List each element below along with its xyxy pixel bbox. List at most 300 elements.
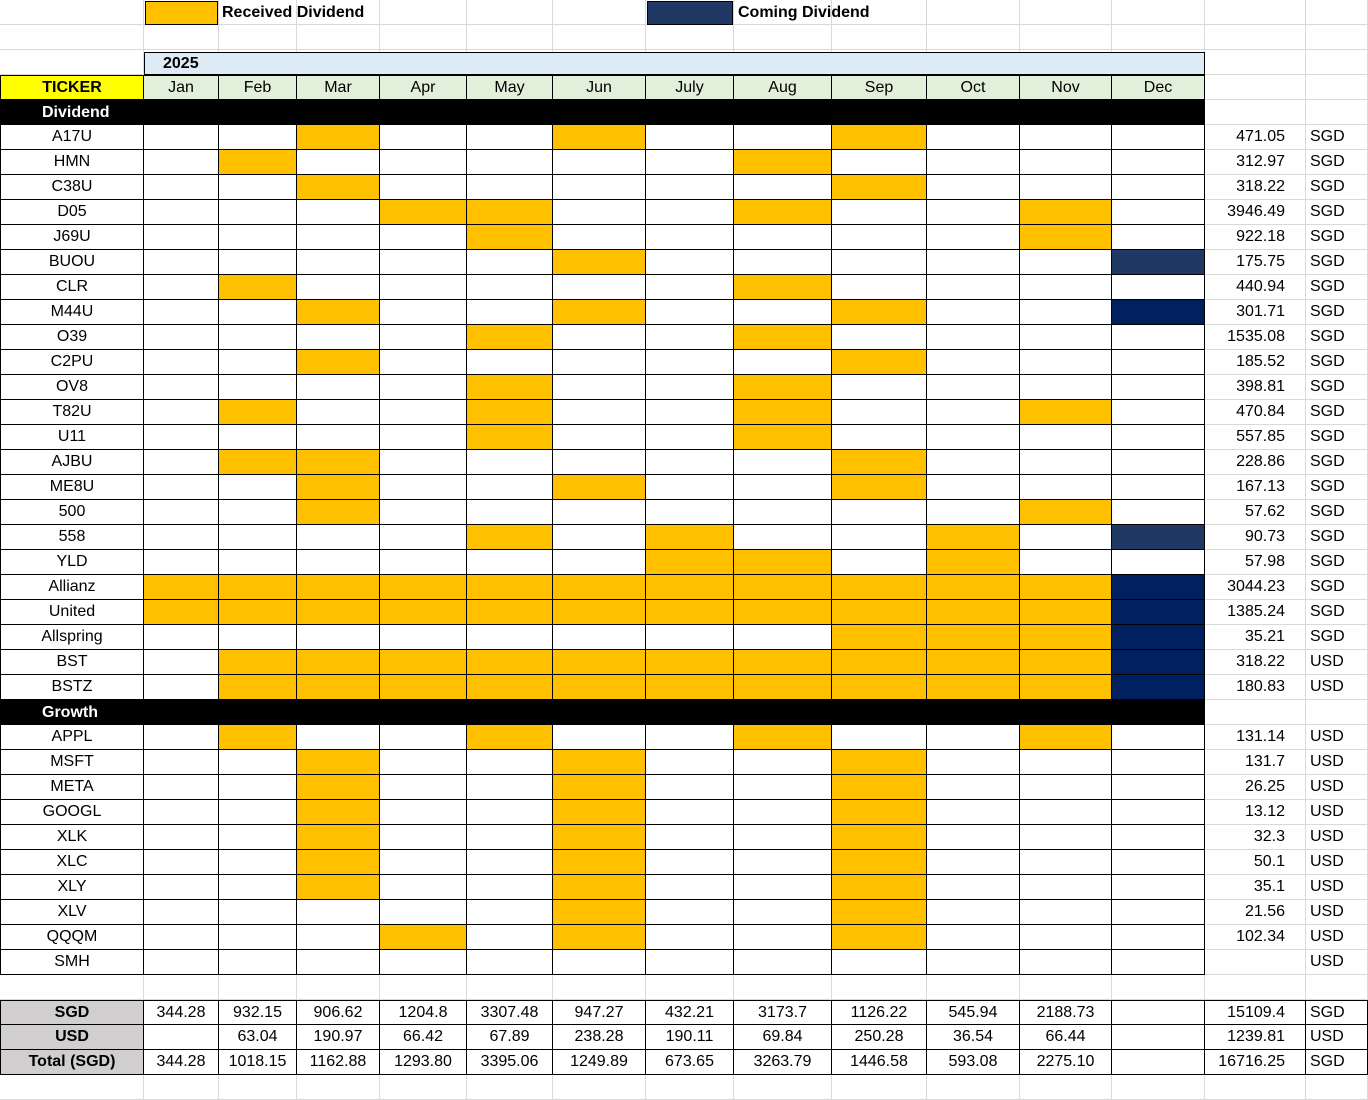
grid-cell[interactable]	[553, 975, 646, 1000]
month-cell-sep[interactable]	[832, 800, 927, 825]
totals-month-oct[interactable]: 545.94	[927, 1000, 1020, 1025]
month-cell-oct[interactable]	[927, 825, 1020, 850]
row-total[interactable]: 312.97	[1205, 150, 1306, 175]
month-cell-mar[interactable]	[297, 675, 380, 700]
month-cell-feb[interactable]	[219, 850, 297, 875]
month-cell-apr[interactable]	[380, 250, 467, 275]
month-cell-apr[interactable]	[380, 450, 467, 475]
month-cell-jan[interactable]	[144, 225, 219, 250]
month-cell-dec[interactable]	[1112, 950, 1205, 975]
grid-cell[interactable]	[927, 0, 1020, 25]
row-total[interactable]: 398.81	[1205, 375, 1306, 400]
row-currency[interactable]: SGD	[1306, 600, 1368, 625]
month-cell-oct[interactable]	[927, 200, 1020, 225]
month-cell-apr[interactable]	[380, 300, 467, 325]
totals-month-apr[interactable]: 1293.80	[380, 1050, 467, 1075]
totals-month-apr[interactable]: 1204.8	[380, 1000, 467, 1025]
month-cell-aug[interactable]	[734, 350, 832, 375]
month-cell-apr[interactable]	[380, 200, 467, 225]
month-cell-july[interactable]	[646, 600, 734, 625]
grand-total[interactable]: 1239.81	[1205, 1025, 1306, 1050]
month-cell-sep[interactable]	[832, 875, 927, 900]
row-currency[interactable]: USD	[1306, 825, 1368, 850]
month-cell-apr[interactable]	[380, 125, 467, 150]
month-cell-feb[interactable]	[219, 950, 297, 975]
month-cell-feb[interactable]	[219, 925, 297, 950]
grid-cell[interactable]	[219, 25, 297, 50]
month-cell-sep[interactable]	[832, 725, 927, 750]
month-cell-aug[interactable]	[734, 400, 832, 425]
grid-cell[interactable]	[144, 25, 219, 50]
grid-cell[interactable]	[734, 1075, 832, 1100]
grid-cell[interactable]	[832, 25, 927, 50]
ticker-cell[interactable]: SMH	[0, 950, 144, 975]
month-cell-jun[interactable]	[553, 275, 646, 300]
month-cell-apr[interactable]	[380, 600, 467, 625]
month-cell-nov[interactable]	[1020, 625, 1112, 650]
month-cell-oct[interactable]	[927, 125, 1020, 150]
month-cell-jan[interactable]	[144, 450, 219, 475]
month-cell-nov[interactable]	[1020, 425, 1112, 450]
dividend-section-header[interactable]: Dividend	[0, 100, 1205, 125]
row-currency[interactable]: SGD	[1306, 475, 1368, 500]
month-cell-apr[interactable]	[380, 175, 467, 200]
month-cell-may[interactable]	[467, 925, 553, 950]
totals-month-sep[interactable]: 1446.58	[832, 1050, 927, 1075]
grid-cell[interactable]	[0, 1075, 144, 1100]
row-currency[interactable]: SGD	[1306, 125, 1368, 150]
month-cell-july[interactable]	[646, 525, 734, 550]
month-cell-oct[interactable]	[927, 750, 1020, 775]
month-cell-oct[interactable]	[927, 900, 1020, 925]
grid-cell[interactable]	[297, 1075, 380, 1100]
grid-cell[interactable]	[734, 25, 832, 50]
month-cell-may[interactable]	[467, 150, 553, 175]
grid-cell[interactable]	[1020, 1075, 1112, 1100]
month-cell-mar[interactable]	[297, 325, 380, 350]
grid-cell[interactable]	[219, 1075, 297, 1100]
totals-month-nov[interactable]: 2188.73	[1020, 1000, 1112, 1025]
month-cell-jan[interactable]	[144, 625, 219, 650]
month-cell-nov[interactable]	[1020, 200, 1112, 225]
month-cell-sep[interactable]	[832, 850, 927, 875]
row-total[interactable]: 557.85	[1205, 425, 1306, 450]
month-cell-oct[interactable]	[927, 575, 1020, 600]
row-currency[interactable]: SGD	[1306, 300, 1368, 325]
month-cell-oct[interactable]	[927, 550, 1020, 575]
month-cell-sep[interactable]	[832, 475, 927, 500]
month-cell-nov[interactable]	[1020, 550, 1112, 575]
month-cell-feb[interactable]	[219, 175, 297, 200]
month-cell-jun[interactable]	[553, 175, 646, 200]
month-cell-jan[interactable]	[144, 800, 219, 825]
month-cell-jun[interactable]	[553, 500, 646, 525]
month-cell-aug[interactable]	[734, 875, 832, 900]
month-cell-feb[interactable]	[219, 275, 297, 300]
ticker-cell[interactable]: QQQM	[0, 925, 144, 950]
month-cell-jun[interactable]	[553, 550, 646, 575]
row-total[interactable]: 471.05	[1205, 125, 1306, 150]
month-cell-july[interactable]	[646, 925, 734, 950]
month-cell-sep[interactable]	[832, 375, 927, 400]
month-cell-jan[interactable]	[144, 425, 219, 450]
totals-month-july[interactable]: 190.11	[646, 1025, 734, 1050]
month-cell-dec[interactable]	[1112, 350, 1205, 375]
month-cell-nov[interactable]	[1020, 575, 1112, 600]
totals-month-july[interactable]: 673.65	[646, 1050, 734, 1075]
totals-month-apr[interactable]: 66.42	[380, 1025, 467, 1050]
month-header-feb[interactable]: Feb	[219, 75, 297, 100]
grid-cell[interactable]	[1205, 100, 1306, 125]
month-cell-dec[interactable]	[1112, 225, 1205, 250]
row-currency[interactable]: SGD	[1306, 175, 1368, 200]
month-cell-may[interactable]	[467, 850, 553, 875]
month-cell-may[interactable]	[467, 400, 553, 425]
grid-cell[interactable]	[467, 1075, 553, 1100]
growth-section-header[interactable]: Growth	[0, 700, 1205, 725]
month-cell-nov[interactable]	[1020, 875, 1112, 900]
row-currency[interactable]: SGD	[1306, 525, 1368, 550]
month-cell-sep[interactable]	[832, 550, 927, 575]
totals-label[interactable]: SGD	[0, 1000, 144, 1025]
month-cell-mar[interactable]	[297, 250, 380, 275]
month-cell-nov[interactable]	[1020, 175, 1112, 200]
month-cell-july[interactable]	[646, 250, 734, 275]
month-cell-dec[interactable]	[1112, 475, 1205, 500]
month-cell-sep[interactable]	[832, 625, 927, 650]
grid-cell[interactable]	[380, 0, 467, 25]
ticker-cell[interactable]: BST	[0, 650, 144, 675]
month-cell-feb[interactable]	[219, 800, 297, 825]
month-cell-july[interactable]	[646, 650, 734, 675]
month-cell-mar[interactable]	[297, 275, 380, 300]
month-cell-jan[interactable]	[144, 250, 219, 275]
month-cell-jun[interactable]	[553, 475, 646, 500]
month-cell-feb[interactable]	[219, 575, 297, 600]
ticker-cell[interactable]: GOOGL	[0, 800, 144, 825]
month-cell-feb[interactable]	[219, 550, 297, 575]
month-cell-jun[interactable]	[553, 450, 646, 475]
grand-total-currency[interactable]: USD	[1306, 1025, 1368, 1050]
totals-month-mar[interactable]: 906.62	[297, 1000, 380, 1025]
month-cell-aug[interactable]	[734, 150, 832, 175]
month-cell-oct[interactable]	[927, 150, 1020, 175]
grid-cell[interactable]	[380, 1075, 467, 1100]
month-cell-may[interactable]	[467, 650, 553, 675]
row-currency[interactable]: USD	[1306, 775, 1368, 800]
row-total[interactable]: 3946.49	[1205, 200, 1306, 225]
month-cell-jun[interactable]	[553, 800, 646, 825]
month-cell-july[interactable]	[646, 775, 734, 800]
month-cell-july[interactable]	[646, 325, 734, 350]
grid-cell[interactable]	[553, 1075, 646, 1100]
month-cell-dec[interactable]	[1112, 550, 1205, 575]
month-cell-may[interactable]	[467, 200, 553, 225]
month-cell-jun[interactable]	[553, 525, 646, 550]
month-cell-apr[interactable]	[380, 325, 467, 350]
month-cell-dec[interactable]	[1112, 275, 1205, 300]
ticker-header[interactable]: TICKER	[0, 75, 144, 100]
month-cell-apr[interactable]	[380, 525, 467, 550]
month-cell-aug[interactable]	[734, 625, 832, 650]
month-cell-july[interactable]	[646, 450, 734, 475]
month-cell-apr[interactable]	[380, 150, 467, 175]
grid-cell[interactable]	[1020, 975, 1112, 1000]
ticker-cell[interactable]: M44U	[0, 300, 144, 325]
month-cell-dec[interactable]	[1112, 325, 1205, 350]
month-cell-feb[interactable]	[219, 675, 297, 700]
month-cell-nov[interactable]	[1020, 900, 1112, 925]
month-cell-july[interactable]	[646, 425, 734, 450]
row-total[interactable]: 318.22	[1205, 650, 1306, 675]
month-cell-jun[interactable]	[553, 925, 646, 950]
month-cell-aug[interactable]	[734, 375, 832, 400]
totals-month-dec[interactable]	[1112, 1050, 1205, 1075]
ticker-cell[interactable]: XLC	[0, 850, 144, 875]
month-cell-nov[interactable]	[1020, 750, 1112, 775]
month-cell-mar[interactable]	[297, 750, 380, 775]
month-cell-mar[interactable]	[297, 725, 380, 750]
month-header-dec[interactable]: Dec	[1112, 75, 1205, 100]
row-total[interactable]: 131.7	[1205, 750, 1306, 775]
month-cell-dec[interactable]	[1112, 800, 1205, 825]
month-cell-may[interactable]	[467, 625, 553, 650]
month-cell-july[interactable]	[646, 225, 734, 250]
month-cell-nov[interactable]	[1020, 925, 1112, 950]
month-cell-sep[interactable]	[832, 825, 927, 850]
month-cell-dec[interactable]	[1112, 750, 1205, 775]
month-cell-nov[interactable]	[1020, 250, 1112, 275]
month-cell-may[interactable]	[467, 500, 553, 525]
month-cell-dec[interactable]	[1112, 425, 1205, 450]
totals-month-nov[interactable]: 2275.10	[1020, 1050, 1112, 1075]
month-cell-july[interactable]	[646, 800, 734, 825]
month-cell-apr[interactable]	[380, 825, 467, 850]
month-cell-sep[interactable]	[832, 225, 927, 250]
month-cell-oct[interactable]	[927, 650, 1020, 675]
month-cell-mar[interactable]	[297, 525, 380, 550]
month-cell-may[interactable]	[467, 725, 553, 750]
month-cell-july[interactable]	[646, 575, 734, 600]
grand-total-currency[interactable]: SGD	[1306, 1050, 1368, 1075]
month-cell-apr[interactable]	[380, 500, 467, 525]
month-cell-jun[interactable]	[553, 200, 646, 225]
ticker-cell[interactable]: META	[0, 775, 144, 800]
month-cell-nov[interactable]	[1020, 950, 1112, 975]
month-cell-nov[interactable]	[1020, 600, 1112, 625]
row-total[interactable]: 32.3	[1205, 825, 1306, 850]
month-cell-apr[interactable]	[380, 550, 467, 575]
month-header-jun[interactable]: Jun	[553, 75, 646, 100]
month-cell-jan[interactable]	[144, 200, 219, 225]
month-cell-apr[interactable]	[380, 900, 467, 925]
month-cell-dec[interactable]	[1112, 850, 1205, 875]
grid-cell[interactable]	[734, 975, 832, 1000]
month-cell-sep[interactable]	[832, 925, 927, 950]
month-cell-jun[interactable]	[553, 425, 646, 450]
month-cell-apr[interactable]	[380, 875, 467, 900]
grid-cell[interactable]	[1306, 0, 1368, 25]
month-cell-may[interactable]	[467, 475, 553, 500]
month-cell-aug[interactable]	[734, 650, 832, 675]
month-cell-mar[interactable]	[297, 600, 380, 625]
month-cell-may[interactable]	[467, 775, 553, 800]
month-cell-mar[interactable]	[297, 425, 380, 450]
month-cell-oct[interactable]	[927, 400, 1020, 425]
grid-cell[interactable]	[297, 25, 380, 50]
grid-cell[interactable]	[380, 975, 467, 1000]
totals-month-oct[interactable]: 36.54	[927, 1025, 1020, 1050]
grid-cell[interactable]	[927, 975, 1020, 1000]
month-cell-may[interactable]	[467, 875, 553, 900]
totals-month-jan[interactable]: 344.28	[144, 1050, 219, 1075]
row-currency[interactable]: SGD	[1306, 325, 1368, 350]
grand-total[interactable]: 15109.4	[1205, 1000, 1306, 1025]
ticker-cell[interactable]: Allspring	[0, 625, 144, 650]
month-cell-sep[interactable]	[832, 575, 927, 600]
month-cell-jan[interactable]	[144, 475, 219, 500]
month-header-oct[interactable]: Oct	[927, 75, 1020, 100]
grid-cell[interactable]	[1306, 975, 1368, 1000]
month-cell-oct[interactable]	[927, 875, 1020, 900]
month-cell-may[interactable]	[467, 250, 553, 275]
row-total[interactable]: 131.14	[1205, 725, 1306, 750]
month-cell-mar[interactable]	[297, 475, 380, 500]
month-cell-jan[interactable]	[144, 125, 219, 150]
grid-cell[interactable]	[1205, 1075, 1306, 1100]
totals-month-jan[interactable]	[144, 1025, 219, 1050]
month-header-may[interactable]: May	[467, 75, 553, 100]
month-cell-dec[interactable]	[1112, 200, 1205, 225]
grid-cell[interactable]	[1306, 1075, 1368, 1100]
row-total[interactable]: 3044.23	[1205, 575, 1306, 600]
grid-cell[interactable]	[1112, 975, 1205, 1000]
totals-month-may[interactable]: 3395.06	[467, 1050, 553, 1075]
month-cell-dec[interactable]	[1112, 775, 1205, 800]
month-cell-jan[interactable]	[144, 875, 219, 900]
month-cell-nov[interactable]	[1020, 275, 1112, 300]
month-cell-sep[interactable]	[832, 675, 927, 700]
ticker-cell[interactable]: United	[0, 600, 144, 625]
row-total[interactable]: 57.62	[1205, 500, 1306, 525]
ticker-cell[interactable]: XLV	[0, 900, 144, 925]
month-cell-july[interactable]	[646, 550, 734, 575]
row-currency[interactable]: SGD	[1306, 150, 1368, 175]
month-cell-july[interactable]	[646, 750, 734, 775]
totals-month-sep[interactable]: 1126.22	[832, 1000, 927, 1025]
month-cell-july[interactable]	[646, 125, 734, 150]
month-cell-nov[interactable]	[1020, 675, 1112, 700]
month-cell-july[interactable]	[646, 200, 734, 225]
month-cell-july[interactable]	[646, 625, 734, 650]
row-currency[interactable]: USD	[1306, 850, 1368, 875]
month-cell-sep[interactable]	[832, 300, 927, 325]
month-cell-mar[interactable]	[297, 850, 380, 875]
month-cell-july[interactable]	[646, 850, 734, 875]
month-cell-mar[interactable]	[297, 875, 380, 900]
month-header-apr[interactable]: Apr	[380, 75, 467, 100]
month-cell-july[interactable]	[646, 300, 734, 325]
month-cell-mar[interactable]	[297, 175, 380, 200]
month-cell-aug[interactable]	[734, 525, 832, 550]
month-cell-aug[interactable]	[734, 500, 832, 525]
month-cell-mar[interactable]	[297, 125, 380, 150]
month-cell-may[interactable]	[467, 525, 553, 550]
grid-cell[interactable]	[1306, 100, 1368, 125]
month-cell-sep[interactable]	[832, 175, 927, 200]
ticker-cell[interactable]: 558	[0, 525, 144, 550]
row-total[interactable]: 13.12	[1205, 800, 1306, 825]
month-cell-oct[interactable]	[927, 350, 1020, 375]
month-cell-feb[interactable]	[219, 375, 297, 400]
totals-month-dec[interactable]	[1112, 1000, 1205, 1025]
month-cell-aug[interactable]	[734, 600, 832, 625]
month-cell-feb[interactable]	[219, 150, 297, 175]
grid-cell[interactable]	[467, 25, 553, 50]
totals-label[interactable]: Total (SGD)	[0, 1050, 144, 1075]
totals-month-may[interactable]: 67.89	[467, 1025, 553, 1050]
ticker-cell[interactable]: T82U	[0, 400, 144, 425]
month-cell-aug[interactable]	[734, 575, 832, 600]
month-cell-jan[interactable]	[144, 525, 219, 550]
row-total[interactable]: 57.98	[1205, 550, 1306, 575]
month-cell-apr[interactable]	[380, 375, 467, 400]
month-cell-feb[interactable]	[219, 250, 297, 275]
month-cell-feb[interactable]	[219, 225, 297, 250]
month-cell-may[interactable]	[467, 225, 553, 250]
totals-month-jan[interactable]: 344.28	[144, 1000, 219, 1025]
month-cell-sep[interactable]	[832, 750, 927, 775]
totals-month-aug[interactable]: 69.84	[734, 1025, 832, 1050]
ticker-cell[interactable]: D05	[0, 200, 144, 225]
month-cell-oct[interactable]	[927, 225, 1020, 250]
totals-month-jun[interactable]: 1249.89	[553, 1050, 646, 1075]
row-total[interactable]: 440.94	[1205, 275, 1306, 300]
month-cell-may[interactable]	[467, 900, 553, 925]
month-cell-july[interactable]	[646, 825, 734, 850]
month-cell-sep[interactable]	[832, 425, 927, 450]
month-cell-may[interactable]	[467, 275, 553, 300]
month-header-sep[interactable]: Sep	[832, 75, 927, 100]
month-cell-dec[interactable]	[1112, 525, 1205, 550]
row-total[interactable]: 35.1	[1205, 875, 1306, 900]
month-cell-may[interactable]	[467, 125, 553, 150]
row-currency[interactable]: SGD	[1306, 625, 1368, 650]
month-cell-oct[interactable]	[927, 850, 1020, 875]
month-cell-mar[interactable]	[297, 900, 380, 925]
month-cell-may[interactable]	[467, 825, 553, 850]
row-currency[interactable]: USD	[1306, 900, 1368, 925]
month-cell-dec[interactable]	[1112, 725, 1205, 750]
month-cell-apr[interactable]	[380, 750, 467, 775]
month-cell-nov[interactable]	[1020, 400, 1112, 425]
month-cell-apr[interactable]	[380, 650, 467, 675]
month-cell-feb[interactable]	[219, 600, 297, 625]
row-total[interactable]: 301.71	[1205, 300, 1306, 325]
row-currency[interactable]: USD	[1306, 875, 1368, 900]
month-cell-jan[interactable]	[144, 575, 219, 600]
month-cell-aug[interactable]	[734, 425, 832, 450]
grid-cell[interactable]	[1020, 0, 1112, 25]
ticker-cell[interactable]: HMN	[0, 150, 144, 175]
month-cell-apr[interactable]	[380, 850, 467, 875]
row-currency[interactable]: SGD	[1306, 425, 1368, 450]
month-cell-dec[interactable]	[1112, 300, 1205, 325]
month-cell-feb[interactable]	[219, 875, 297, 900]
row-currency[interactable]: USD	[1306, 725, 1368, 750]
month-cell-apr[interactable]	[380, 725, 467, 750]
month-cell-oct[interactable]	[927, 725, 1020, 750]
